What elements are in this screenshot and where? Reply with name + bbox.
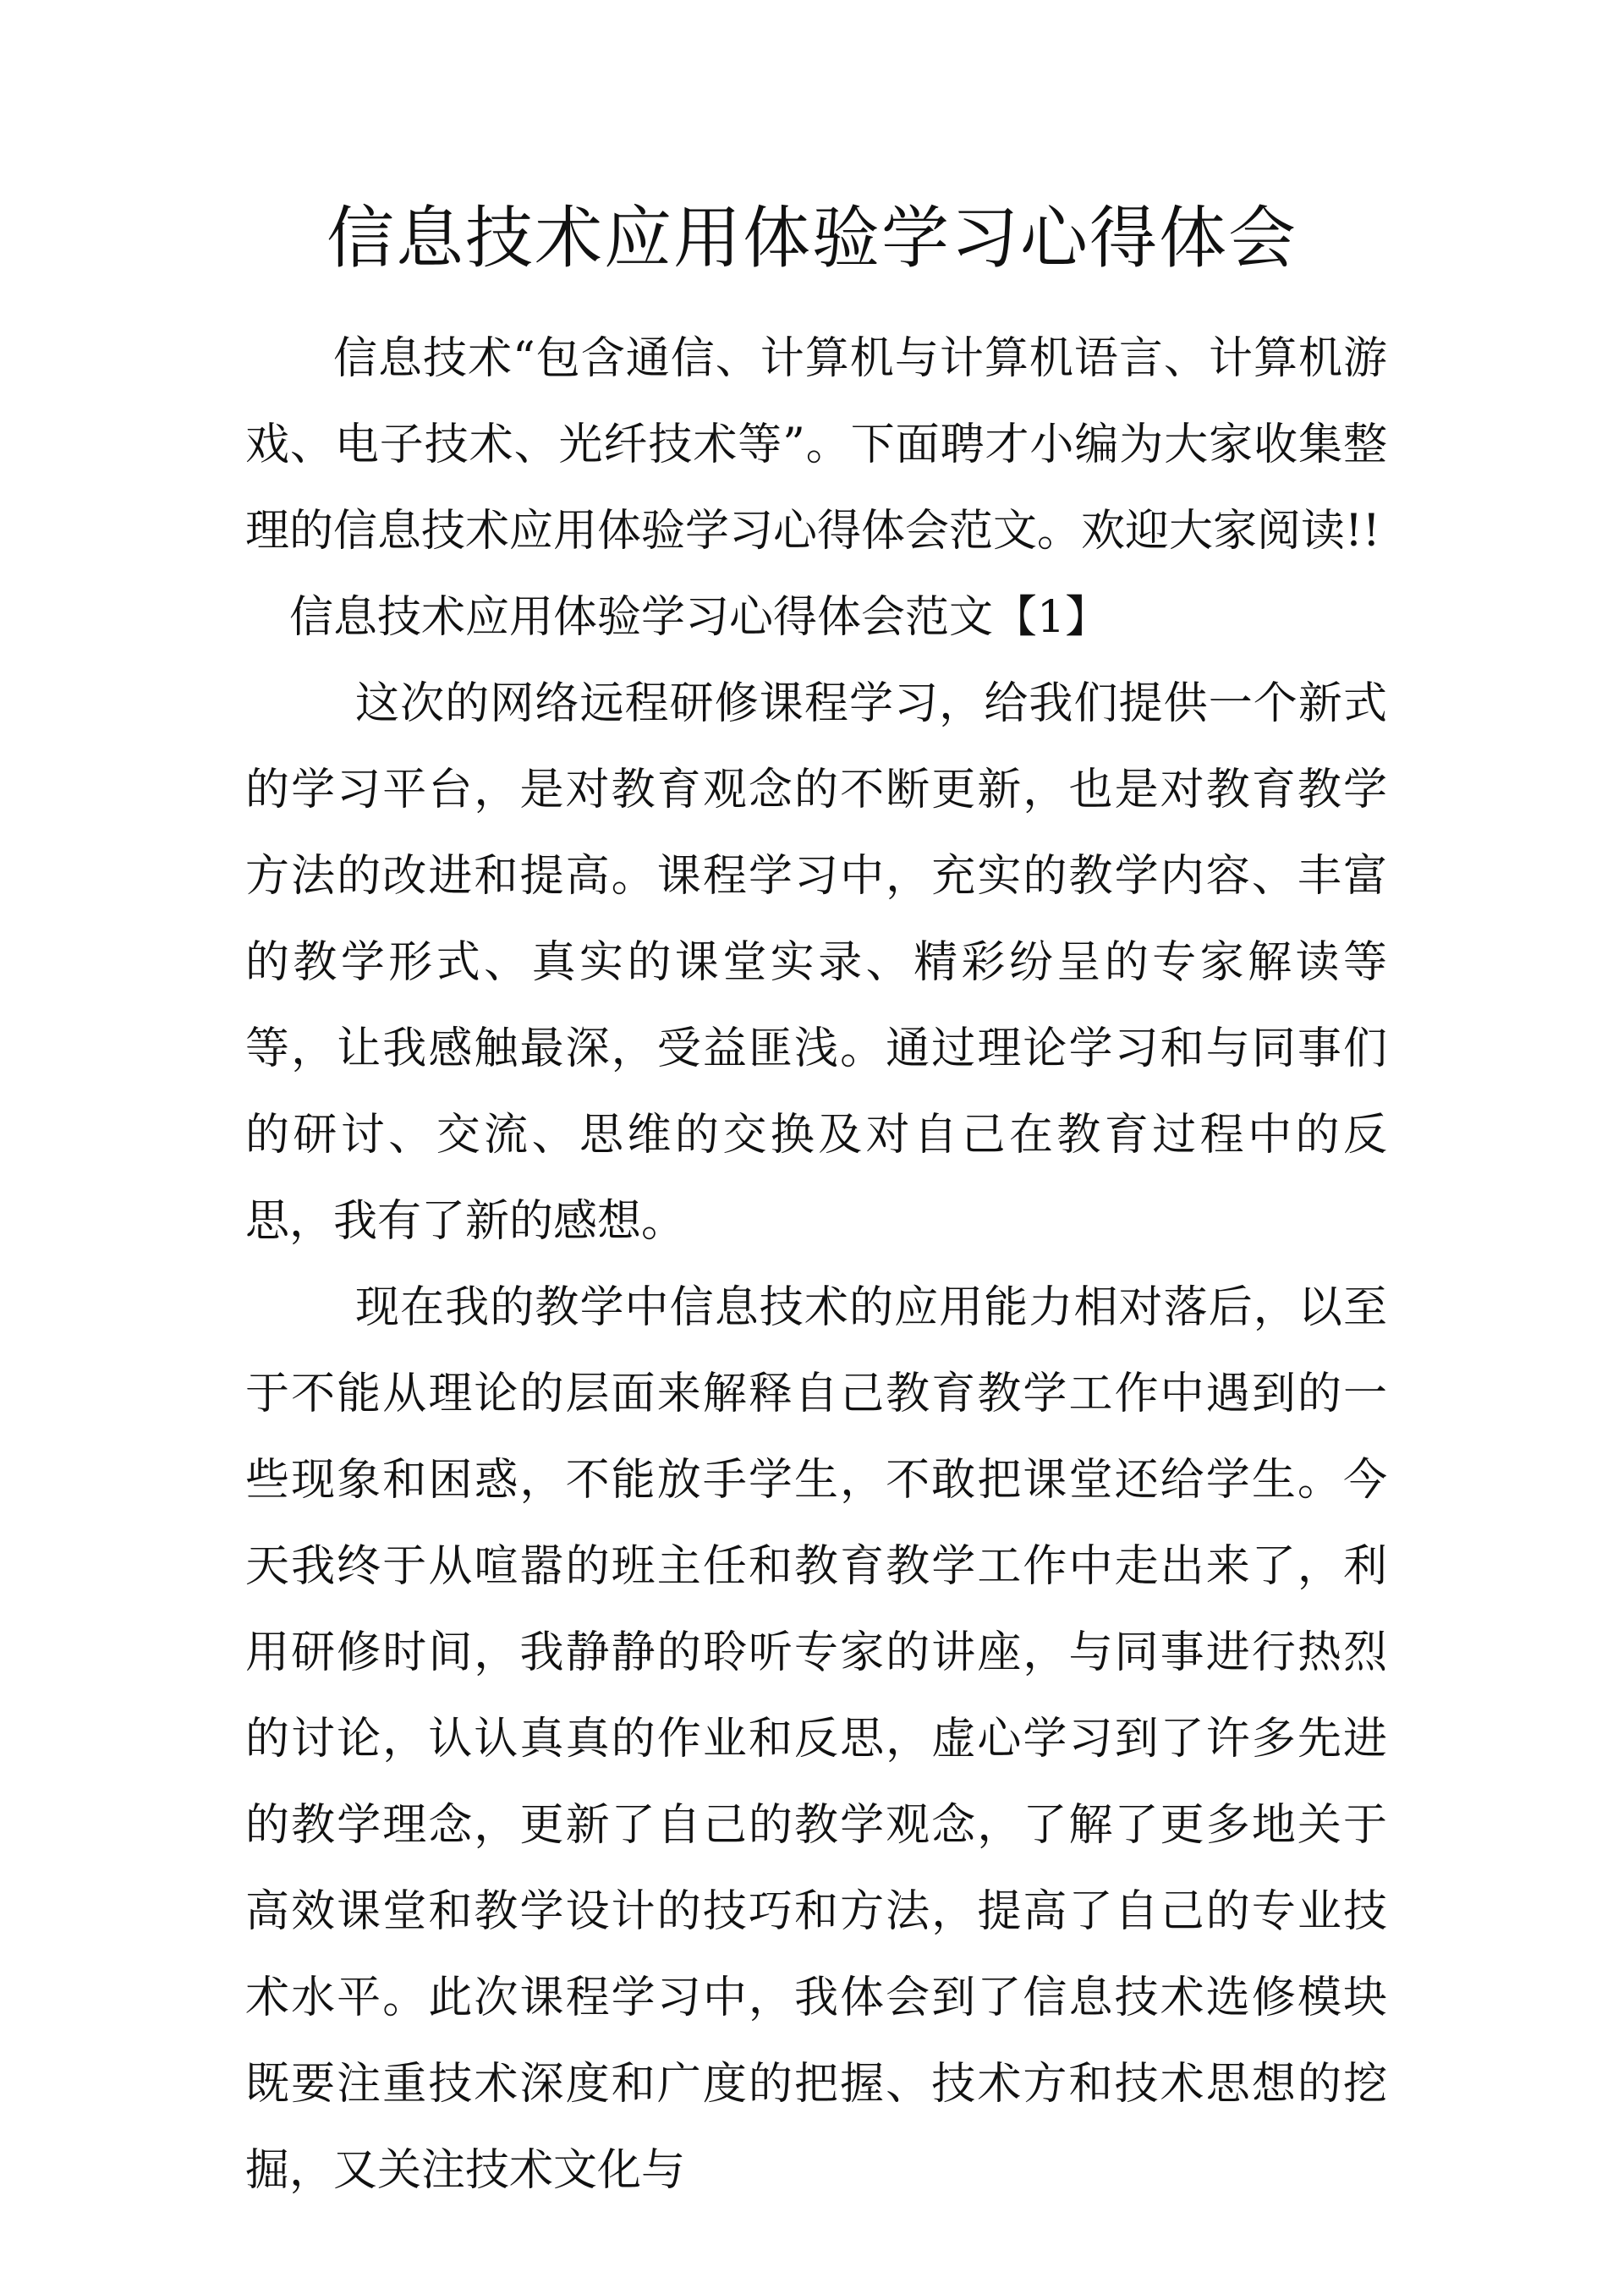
document-title: 信息技术应用体验学习心得体会	[326, 199, 1298, 277]
section-heading: 信息技术应用体验学习心得体会范文【1】	[289, 592, 1110, 643]
intro-paragraph: 信息技术“包含通信、计算机与计算机语言、计算机游戏、电子技术、光纤技术等”。下面聘才小编为大家收集整理的信息技术应用体验学习心得体会范文。欢迎大家阅读!!	[245, 333, 1387, 557]
body-paragraph-1: 这次的网络远程研修课程学习，给我们提供一个新式的学习平台，是对教育观念的不断更新，也是对教育教学方法的改进和提高。课程学习中，充实的教学内容、丰富的教学形式、真实的课堂实录、精彩纷呈的专家解读等等，让我感触最深，受益匪浅。通过理论学习和与同事们的研讨、交流、思维的交换及对自己在教育过程中的反思，我有了新的感想。	[245, 678, 1387, 1247]
document-body	[245, 316, 1387, 2214]
body-paragraph-2: 现在我的教学中信息技术的应用能力相对落后，以至于不能从理论的层面来解释自己教育教学工作中遇到的一些现象和困惑，不能放手学生，不敢把课堂还给学生。今天我终于从喧嚣的班主任和教育教学工作中走出来了，利用研修时间，我静静的聆听专家的讲座，与同事进行热烈的讨论，认认真真的作业和反思，虚心学习到了许多先进的教学理念，更新了自己的教学观念，了解了更多地关于高效课堂和教学设计的技巧和方法，提高了自己的专业技术水平。此次课程学习中，我体会到了信息技术选修模块既要注重技术深度和广度的把握、技术方和技术思想的挖掘，又关注技术文化与	[245, 1282, 1387, 2196]
